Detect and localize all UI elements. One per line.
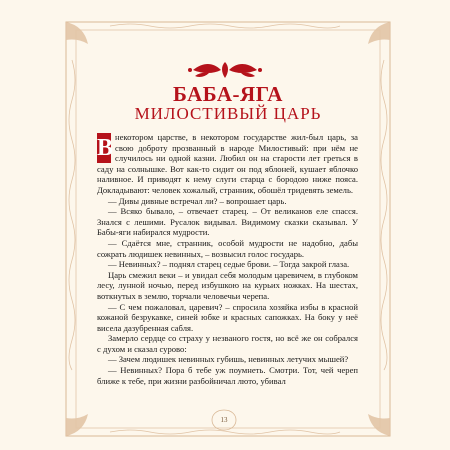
paragraph: — Невинных? Пора б тебе уж поумнеть. Смотри. Тот, чей череп ближе к тебе, при жизни разбойничал люто, убивал: [97, 365, 358, 386]
paragraph: — Всяко бывало, – отвечает старец. – От великанов еле спасся. Знался с лешими. Русалок видывал. Видимому сказки сказывал. У Бабы-яги набирался мудрости.: [97, 206, 358, 238]
drop-cap: В: [97, 135, 114, 161]
paragraph: — Зачем людишек невинных губишь, невинных летучих мышей?: [108, 354, 349, 365]
paragraph: — Невинных? – поднял старец седые брови. – Тогда закрой глаза.: [108, 259, 350, 270]
paragraph: — Дивы дивные встречал ли? – вопрошает царь.: [108, 195, 287, 206]
paragraph: — С чем пожаловал, царевич? – спросила хозяйка избы в красной кожаной безрукавке, синей юбке и красных сапожках. На боку у неё висела дазубренная сабля.: [97, 301, 358, 333]
paragraph: — Сдаётся мне, странник, особой мудрости не надобно, дабы сожрать людишек невинных, – возвысил голос государь.: [97, 237, 358, 259]
story-title: БАБА-ЯГА: [173, 82, 283, 106]
story-text: [97, 132, 358, 386]
paragraph: Царь смежил веки – и увидал себя молодым царевичем, в глубоком лесу, лунной ночью, перед избушкою на курьих ножках. На шестах, воткнутых в землю, торчали человечьи черепа.: [97, 269, 358, 301]
title-ornament: [187, 60, 263, 80]
paragraph: В некотором царстве, в некотором государстве жил-был царь, за свою доброту прозванный в народе Милостивый: при нём не случилось ни одной казни. Любил он на старости лет греться в саду на солнышке. Вот как-то сидит он под яблоней, кушает яблочко наливное. И приводят к нему слуги старца с бородою ниже пояса. Докладывают: человек хожалый, странник, обошёл тридевять земель.: [97, 132, 358, 195]
story-subtitle: МИЛОСТИВЫЙ ЦАРЬ: [134, 104, 322, 123]
page-number: 13: [220, 416, 228, 424]
paragraph: Замерло сердце со страху у незваного гостя, но всё же он собрался с духом и сказал сурово:: [97, 333, 358, 354]
